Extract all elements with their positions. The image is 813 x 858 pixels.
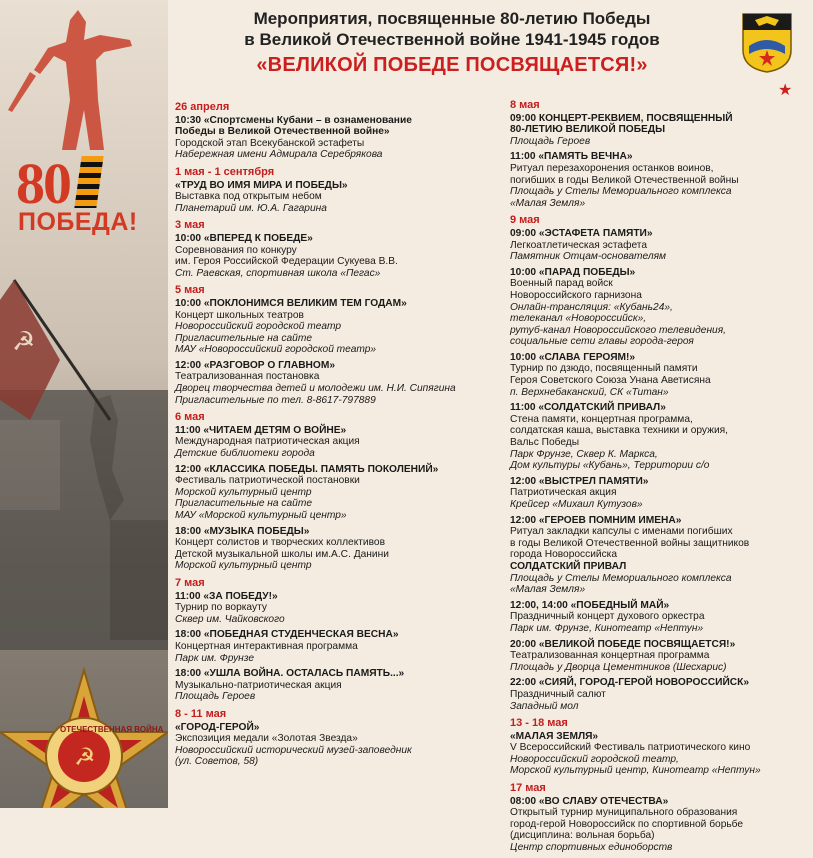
event-date: 8 мая [510, 99, 540, 111]
event-description: Выставка под открытым небом [175, 191, 322, 203]
event-venue: Дом культуры «Кубань», Территории с/о [510, 460, 710, 472]
event-venue: Набережная имени Адмирала Серебрякова [175, 149, 383, 161]
event-venue: Пригласительные на сайте [175, 498, 312, 510]
title-line-1: Мероприятия, посвященные 80-летию Победы [253, 9, 651, 28]
event-description: Музыкально-патриотическая акция [175, 679, 342, 691]
event-venue: Площадь Героев [510, 135, 591, 147]
event-date: 9 мая [510, 214, 540, 227]
event-item [510, 731, 810, 777]
slogan: «ВЕЛИКОЙ ПОБЕДЕ ПОСВЯЩАЕТСЯ!» [256, 54, 648, 76]
star-icon: ★ [778, 82, 793, 99]
event-venue: Площадь у Дворца Цементников (Шесхарис) [510, 661, 727, 673]
event-title: Победы в Великой Отечественной войне» [175, 126, 390, 138]
event-description: Турнир по воркауту [175, 602, 267, 614]
event-title: 11:00 «ЧИТАЕМ ДЕТЯМ О ВОЙНЕ» [175, 424, 347, 436]
event-description: погибших в годы Великой Отечественной войны [510, 174, 739, 186]
event-venue: социальные сети главы города-героя [510, 336, 694, 348]
order-patriotic-war-icon [0, 660, 168, 808]
event-title: «ТРУД ВО ИМЯ МИРА И ПОБЕДЫ» [175, 179, 348, 191]
event-title: 18:00 «ПОБЕДНАЯ СТУДЕНЧЕСКАЯ ВЕСНА» [175, 629, 399, 641]
event-item [175, 115, 495, 161]
event-venue: Новороссийский городской театр [175, 321, 342, 333]
event-title: 09:00 КОНЦЕРТ-РЕКВИЕМ, ПОСВЯЩЕННЫЙ [510, 112, 733, 124]
event-item [510, 402, 810, 472]
event-description: города Новороссийска [510, 549, 618, 561]
event-description: в годы Великой Отечественной войны защитников [510, 537, 750, 549]
page-header [172, 8, 732, 77]
event-description: V Всероссийский Фестиваль патриотического кино [510, 742, 751, 754]
event-description: Героя Советского Союза Унана Аветисяна [510, 375, 711, 387]
event-item [510, 600, 810, 635]
event-item [510, 639, 810, 674]
event-title: 08:00 «ВО СЛАВУ ОТЕЧЕСТВА» [510, 795, 669, 807]
event-title: 11:00 «СОЛДАТСКИЙ ПРИВАЛ» [510, 402, 666, 414]
event-item [175, 526, 495, 572]
event-date: 6 мая [175, 411, 205, 424]
event-venue: Площадь Героев [175, 691, 256, 703]
event-venue: Морской культурный центр, Кинотеатр «Нептун» [510, 765, 761, 777]
left-image-panel [0, 0, 168, 808]
event-description: Театрализованная постановка [175, 371, 320, 383]
event-description: Соревнования по конкуру [175, 244, 297, 256]
event-title: 12:00, 14:00 «ПОБЕДНЫЙ МАЙ» [510, 599, 670, 611]
event-item [175, 360, 495, 406]
event-description: Экспозиция медали «Золотая Звезда» [175, 733, 358, 745]
event-item [510, 267, 810, 348]
event-venue: «Малая Земля» [510, 584, 586, 596]
event-item [510, 677, 810, 712]
event-venue: Дворец творчества детей и молодежи им. Н.И. Сипягина [175, 383, 456, 395]
event-description: Фестиваль патриотической постановки [175, 475, 360, 487]
event-title: 10:00 «ПОКЛОНИМСЯ ВЕЛИКИМ ТЕМ ГОДАМ» [175, 297, 407, 309]
event-item [510, 352, 810, 398]
event-description: город-герой Новороссийск по спортивной борьбе [510, 818, 744, 830]
event-item [510, 476, 810, 511]
event-title: СОЛДАТСКИЙ ПРИВАЛ [510, 560, 627, 572]
events-column-right [510, 94, 810, 858]
event-venue: Площадь у Стелы Мемориального комплекса [510, 186, 732, 198]
event-title: «МАЛАЯ ЗЕМЛЯ» [510, 730, 599, 742]
event-title: 10:00 «ВПЕРЕД К ПОБЕДЕ» [175, 232, 313, 244]
event-description: Легкоатлетическая эстафета [510, 239, 648, 251]
event-description: Вальс Победы [510, 437, 580, 449]
svg-text:☭: ☭ [12, 327, 36, 357]
event-description: Открытый турнир муниципального образования [510, 807, 738, 819]
event-description: Ритуал перезахоронения останков воинов, [510, 162, 714, 174]
event-venue: Онлайн-трансляция: «Кубань24», [510, 301, 673, 313]
event-title: 22:00 «СИЯЙ, ГОРОД-ГЕРОЙ НОВОРОССИЙСК» [510, 677, 750, 689]
event-venue: Детские библиотеки города [175, 448, 315, 460]
event-venue: Памятник Отцам-основателям [510, 251, 667, 263]
event-title: 12:00 «КЛАССИКА ПОБЕДЫ. ПАМЯТЬ ПОКОЛЕНИЙ» [175, 463, 439, 475]
event-venue: МАУ «Новороссийский городской театр» [175, 344, 377, 356]
event-venue: Морской культурный центр [175, 560, 312, 572]
event-description: (дисциплина: вольная борьба) [510, 830, 655, 842]
event-item [510, 796, 810, 854]
event-item [175, 591, 495, 626]
event-description: Детской музыкальной школы им.А.С. Данини [175, 548, 389, 560]
order-label: ОТЕЧЕСТВЕННАЯ ВОЙНА [60, 725, 164, 734]
event-title: 10:30 «Спортсмены Кубани – в ознаменование [175, 114, 412, 126]
event-venue: Ст. Раевская, спортивная школа «Пегас» [175, 267, 381, 279]
event-venue: Парк им. Фрунзе, Кинотеатр «Нептун» [510, 622, 704, 634]
title-line-2: в Великой Отечественной войне 1941-1945 годов [244, 30, 660, 49]
event-title: 18:00 «МУЗЫКА ПОБЕДЫ» [175, 525, 310, 537]
event-description: Международная патриотическая акция [175, 436, 360, 448]
event-title: 10:00 «СЛАВА ГЕРОЯМ!» [510, 351, 636, 363]
event-date: 26 апреля [175, 101, 230, 113]
event-item [175, 668, 495, 703]
event-date: 3 мая [175, 219, 205, 232]
event-venue: телеканал «Новороссийск», [510, 313, 647, 325]
event-venue: МАУ «Морской культурный центр» [175, 510, 347, 521]
event-venue: Центр спортивных единоборств [510, 842, 673, 854]
event-description: Концертная интерактивная программа [175, 640, 358, 652]
event-item [510, 113, 810, 148]
event-venue: Морской культурный центр [175, 486, 312, 498]
event-venue: Новороссийский исторический музей-заповедник [175, 744, 412, 756]
event-item [175, 629, 495, 664]
city-coat-of-arms-icon [741, 10, 793, 74]
event-title: 12:00 «ГЕРОЕВ ПОМНИМ ИМЕНА» [510, 514, 682, 526]
event-title: 10:00 «ПАРАД ПОБЕДЫ» [510, 266, 636, 278]
event-description: Концерт школьных театров [175, 309, 304, 321]
event-description: Новороссийского гарнизона [510, 289, 642, 301]
event-description: Стена памяти, концертная программа, [510, 413, 693, 425]
event-description: Театрализованная концертная программа [510, 650, 710, 662]
event-description: Военный парад войск [510, 278, 613, 290]
event-title: 12:00 «ВЫСТРЕЛ ПАМЯТИ» [510, 475, 649, 487]
svg-text:☭: ☭ [74, 743, 96, 771]
event-date: 8 - 11 мая [175, 707, 227, 720]
event-title: 80-ЛЕТИЮ ВЕЛИКОЙ ПОБЕДЫ [510, 124, 666, 136]
event-venue: Западный мол [510, 700, 579, 712]
event-title: 11:00 «ПАМЯТЬ ВЕЧНА» [510, 151, 633, 163]
event-date: 13 - 18 мая [510, 717, 568, 730]
event-item [510, 228, 810, 263]
event-description: им. Героя Российской Федерации Сукуева В.В. [175, 256, 398, 268]
event-description: Концерт солистов и творческих коллективов [175, 537, 385, 549]
event-item [175, 233, 495, 279]
event-venue: (ул. Советов, 58) [175, 756, 259, 768]
event-item [175, 298, 495, 356]
event-item [175, 425, 495, 460]
event-title: «ГОРОД-ГЕРОЙ» [175, 721, 260, 733]
event-description: Патриотическая акция [510, 487, 617, 499]
event-item [175, 180, 495, 215]
event-venue: Планетарий им. Ю.А. Гагарина [175, 202, 327, 214]
event-venue: Пригласительные по тел. 8-8617-797889 [175, 394, 376, 406]
badge-80: 80 [16, 151, 70, 216]
event-date: 5 мая [175, 284, 205, 297]
event-title: 12:00 «РАЗГОВОР О ГЛАВНОМ» [175, 359, 335, 371]
event-date: 17 мая [510, 782, 546, 795]
event-venue: Парк Фрунзе, Сквер К. Маркса, [510, 448, 658, 460]
event-description: Городской этап Всекубанской эстафеты [175, 137, 365, 149]
badge-pobeda: ПОБЕДА! [18, 208, 138, 236]
event-item [510, 151, 810, 209]
event-date: 1 мая - 1 сентября [175, 165, 275, 178]
event-venue: «Малая Земля» [510, 197, 586, 209]
event-date: 7 мая [175, 576, 205, 589]
event-venue: Сквер им. Чайковского [175, 613, 285, 625]
event-venue: Площадь у Стелы Мемориального комплекса [510, 572, 732, 584]
event-title: 09:00 «ЭСТАФЕТА ПАМЯТИ» [510, 227, 653, 239]
event-description: Турнир по дзюдо, посвященный памяти [510, 363, 698, 375]
event-venue: рутуб-канал Новороссийского телевидения, [510, 324, 726, 336]
event-title: 20:00 «ВЕЛИКОЙ ПОБЕДЕ ПОСВЯЩАЕТСЯ!» [510, 638, 736, 650]
event-description: солдатская каша, выставка техники и оружия, [510, 425, 728, 437]
event-venue: Пригласительные на сайте [175, 332, 312, 344]
event-venue: Крейсер «Михаил Кутузов» [510, 499, 643, 510]
event-description: Ритуал закладки капсулы с именами погибших [510, 526, 733, 538]
event-title: 11:00 «ЗА ПОБЕДУ!» [175, 590, 278, 602]
motherland-statue-icon [8, 10, 132, 150]
event-venue: п. Верхнебаканский, СК «Титан» [510, 386, 669, 398]
event-item [175, 464, 495, 522]
event-title: 18:00 «УШЛА ВОЙНА. ОСТАЛАСЬ ПАМЯТЬ...» [175, 668, 405, 680]
event-description: Праздничный концерт духового оркестра [510, 611, 705, 623]
event-venue: Парк им. Фрунзе [175, 652, 255, 664]
event-description: Праздничный салют [510, 688, 606, 700]
event-venue: Новороссийский городской театр, [510, 753, 679, 765]
events-column-left [175, 96, 495, 772]
event-item [175, 722, 495, 768]
event-item [510, 515, 810, 596]
